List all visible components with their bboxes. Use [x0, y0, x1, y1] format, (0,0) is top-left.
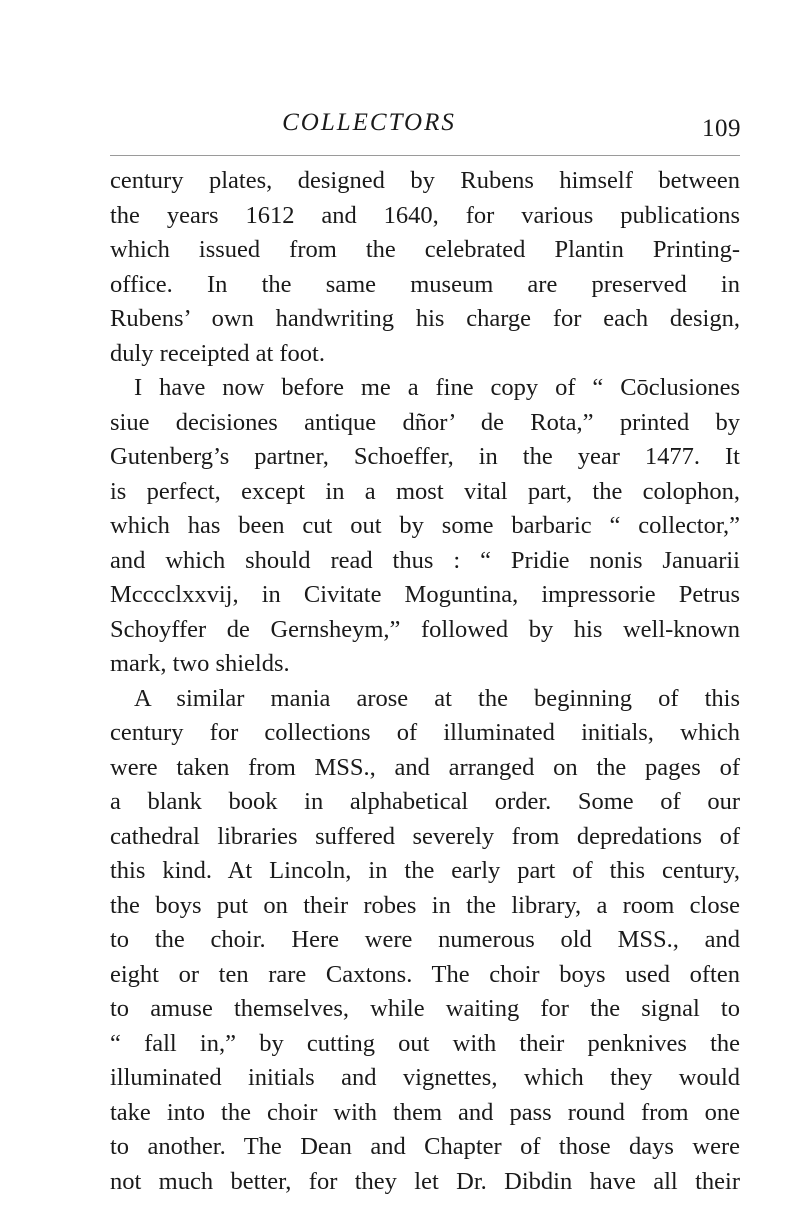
- text-line: which has been cut out by some barbaric “ collector,”: [110, 512, 740, 539]
- text-line: century for collections of illuminated initials, which: [110, 719, 740, 746]
- text-line: century plates, designed by Rubens himself between: [110, 167, 740, 194]
- text-line: eight or ten rare Caxtons. The choir boys used often: [110, 960, 740, 988]
- running-head: [0, 103, 800, 143]
- text-line: which issued from the celebrated Plantin Printing-: [110, 236, 740, 263]
- text-line: were taken from MSS., and arranged on the pages of: [110, 753, 740, 781]
- text-line: to the choir. Here were numerous old MSS., and: [110, 926, 740, 953]
- text-line: to amuse themselves, while waiting for the signal to: [110, 995, 740, 1022]
- header-rule: [110, 155, 740, 156]
- text-line: Mcccclxxvij, in Civitate Moguntina, impressorie Petrus: [110, 581, 740, 608]
- text-line: take into the choir with them and pass round from one: [110, 1098, 740, 1126]
- body-text: [110, 164, 740, 1199]
- text-line: office. In the same museum are preserved in: [110, 270, 740, 298]
- text-line: illuminated initials and vignettes, which they would: [110, 1064, 740, 1091]
- text-line: I have now before me a fine copy of “ Cōclusiones: [134, 374, 740, 401]
- text-line: not much better, for they let Dr. Dibdin have all their: [110, 1167, 740, 1195]
- text-line: and which should read thus : “ Pridie nonis Januarii: [110, 546, 740, 574]
- text-line: is perfect, except in a most vital part, the colophon,: [110, 477, 740, 505]
- text-line: mark, two shields.: [110, 650, 290, 677]
- text-line: this kind. At Lincoln, in the early part of this century,: [110, 857, 740, 884]
- running-title: COLLECTORS: [282, 109, 456, 136]
- text-line: the boys put on their robes in the library, a room close: [110, 891, 740, 919]
- text-line: the years 1612 and 1640, for various publications: [110, 201, 740, 229]
- text-line: Schoyffer de Gernsheym,” followed by his well-known: [110, 615, 740, 643]
- text-line: a blank book in alphabetical order. Some of our: [110, 788, 740, 815]
- text-line: Rubens’ own handwriting his charge for each design,: [110, 305, 740, 332]
- page-number: 109: [702, 115, 741, 142]
- text-line: siue decisiones antique dñor’ de Rota,” printed by: [110, 408, 740, 436]
- text-line: to another. The Dean and Chapter of those days were: [110, 1133, 740, 1160]
- text-line: “ fall in,” by cutting out with their penknives the: [110, 1029, 740, 1057]
- text-line: Gutenberg’s partner, Schoeffer, in the year 1477. It: [110, 443, 740, 470]
- text-line: duly receipted at foot.: [110, 339, 325, 367]
- text-line: cathedral libraries suffered severely from depredations of: [110, 822, 740, 850]
- text-line: A similar mania arose at the beginning of this: [134, 684, 740, 712]
